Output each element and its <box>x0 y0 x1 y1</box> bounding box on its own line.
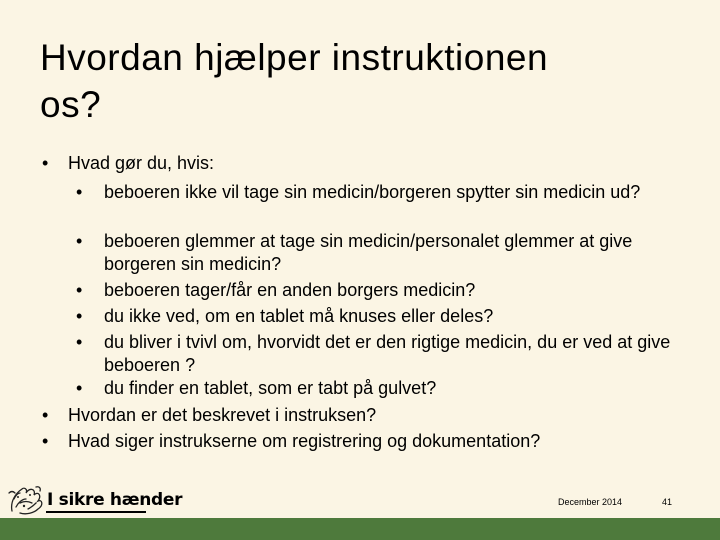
bullet-icon: • <box>42 153 49 173</box>
bullet-icon: • <box>42 405 49 425</box>
bullet-text: du ikke ved, om en tablet må knuses eller deles? <box>104 306 494 326</box>
bullet-text: Hvad siger instrukserne om registrering og dokumentation? <box>68 431 541 451</box>
bullet-text: beboeren tager/får en anden borgers medicin? <box>104 280 476 300</box>
bullet-text: beboeren ikke vil tage sin medicin/borgeren spytter sin medicin ud? <box>104 182 641 202</box>
title-line-1: Hvordan hjælper instruktionen <box>40 37 549 78</box>
bullet-text: Hvad gør du, hvis: <box>68 153 215 173</box>
bullet-icon: • <box>76 332 83 352</box>
title-line-2: os? <box>40 84 102 125</box>
bullet-text: du finder en tablet, som er tabt på gulvet? <box>104 378 437 398</box>
bullet-icon: • <box>76 280 83 300</box>
bullet-icon: • <box>76 231 83 251</box>
bullet-text: Hvordan er det beskrevet i instruksen? <box>68 405 377 425</box>
bullet-icon: • <box>76 182 83 202</box>
footer-date: December 2014 <box>558 497 623 507</box>
logo-text: I sikre hænder <box>47 490 183 510</box>
page-number: 41 <box>662 497 673 507</box>
bullet-text: beboeren glemmer at tage sin medicin/personalet glemmer at give borgeren sin medicin? <box>104 231 633 274</box>
slide-title <box>40 34 680 128</box>
bullet-icon: • <box>76 306 83 326</box>
logo-underline <box>46 511 146 513</box>
bullet-text: du bliver i tvivl om, hvorvidt det er den rigtige medicin, du er ved at give beboeren ? <box>104 332 671 375</box>
bullet-icon: • <box>76 378 83 398</box>
bottom-bar <box>0 518 720 540</box>
bullet-icon: • <box>42 431 49 451</box>
